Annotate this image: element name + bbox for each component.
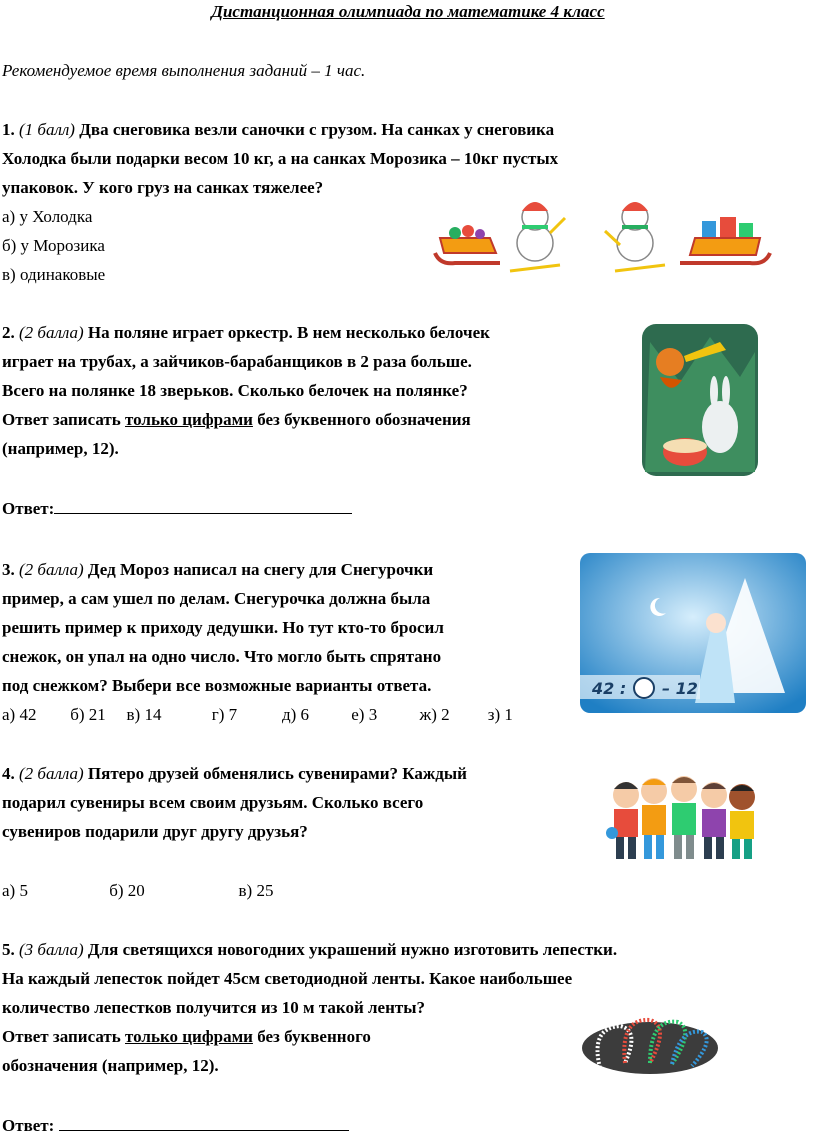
q3-text-2: пример, а сам ушел по делам. Снегурочка должна была: [2, 589, 431, 608]
q1-option-b: б) у Морозика: [2, 236, 105, 255]
q1-option-a: а) у Холодка: [2, 207, 93, 226]
q3-option-f: е) 3: [351, 705, 378, 724]
q1-number: 1.: [2, 120, 15, 139]
q3-line-1: [2, 559, 433, 581]
snowmen-sleds-image: [430, 193, 775, 275]
q5-text-3: количество лепестков получится из 10 м такой ленты?: [2, 998, 426, 1017]
q3-options: [2, 704, 513, 726]
q2-text-3: Всего на полянке 18 зверьков. Сколько белочек на полянке?: [2, 381, 468, 400]
q3-option-g: ж) 2: [419, 705, 450, 724]
q5-instruction: [2, 1026, 371, 1048]
q4-text-2: подарил сувениры всем своим друзьям. Сколько всего: [2, 793, 424, 812]
q5-answer[interactable]: [2, 1114, 349, 1137]
q2-text-1: На поляне играет оркестр. В нем несколько белочек: [87, 323, 490, 342]
q3-text-5: под снежком? Выбери все возможные варианты ответа.: [2, 676, 432, 695]
q5-instr-c: обозначения (например, 12).: [2, 1056, 219, 1075]
q2-instr-b: без буквенного обозначения: [252, 410, 471, 429]
q4-line-1: [2, 763, 467, 785]
q2-answer-line[interactable]: [54, 497, 352, 514]
q2-instr-c: (например, 12).: [2, 439, 119, 458]
q3-option-h: з) 1: [487, 705, 513, 724]
q5-answer-line[interactable]: [59, 1114, 349, 1131]
q1-option-c: в) одинаковые: [2, 265, 106, 284]
q1-text-3: упаковок. У кого груз на санках тяжелее?: [2, 178, 324, 197]
image-expression-left: 42 :: [592, 679, 627, 698]
q1-text-2: Холодка были подарки весом 10 кг, а на санках Морозика – 10кг пустых: [2, 149, 559, 168]
q2-number: 2.: [2, 323, 15, 342]
document-title: Дистанционная олимпиада по математике 4 класс: [211, 2, 605, 21]
q4-option-a: а) 5: [2, 881, 28, 900]
q4-text-1: Пятеро друзей обменялись сувенирами? Каждый: [87, 764, 467, 783]
q3-points: (2 балла): [19, 560, 84, 579]
q3-number: 3.: [2, 560, 15, 579]
led-petals-image: [580, 1008, 720, 1078]
q2-text-2: играет на трубах, а зайчиков-барабанщиков в 2 раза больше.: [2, 352, 472, 371]
q3-text-3: решить пример к приходу дедушки. Но тут кто-то бросил: [2, 618, 444, 637]
q3-text-4: снежок, он упал на одно число. Что могло быть спрятано: [2, 647, 442, 666]
q4-number: 4.: [2, 764, 15, 783]
q2-answer[interactable]: [2, 497, 352, 520]
q2-instr-a: Ответ записать: [2, 410, 126, 429]
q5-answer-label: Ответ:: [2, 1116, 59, 1135]
q4-option-b: б) 20: [109, 881, 145, 900]
q4-points: (2 балла): [19, 764, 84, 783]
q2-line-1: [2, 322, 490, 344]
q2-instr-underlined: только цифрами: [125, 410, 253, 429]
q4-text-3: сувениров подарили друг другу друзья?: [2, 822, 308, 841]
q5-line-1: [2, 939, 617, 961]
q2-instruction: [2, 409, 471, 431]
q5-number: 5.: [2, 940, 15, 959]
q4-options: [2, 880, 273, 902]
q5-text-2: На каждый лепесток пойдет 45см светодиодной ленты. Какое наибольшее: [2, 969, 573, 988]
q1-text-1: Два снеговика везли саночки с грузом. На санках у снеговика: [79, 120, 555, 139]
q3-option-d: г) 7: [211, 705, 238, 724]
friends-image: [604, 773, 764, 865]
snow-maiden-image: [580, 553, 806, 713]
q5-instr-underlined: только цифрами: [125, 1027, 253, 1046]
q1-points: (1 балл): [19, 120, 75, 139]
q5-text-1: Для светящихся новогодних украшений нужно изготовить лепестки.: [87, 940, 618, 959]
q3-option-e: д) 6: [282, 705, 310, 724]
q3-option-a: а) 42: [2, 705, 37, 724]
q2-answer-label: Ответ:: [2, 499, 55, 518]
q3-option-b: б) 21: [70, 705, 106, 724]
image-expression-right: – 12: [662, 679, 698, 698]
recommended-time: Рекомендуемое время выполнения заданий – 1 час.: [2, 61, 366, 80]
q5-points: (3 балла): [19, 940, 84, 959]
q5-instr-b: без буквенного: [252, 1027, 371, 1046]
q5-instr-a: Ответ записать: [2, 1027, 126, 1046]
q4-option-c: в) 25: [238, 881, 274, 900]
q2-points: (2 балла): [19, 323, 84, 342]
q3-text-1: Дед Мороз написал на снегу для Снегурочки: [87, 560, 434, 579]
orchestra-image: [640, 322, 760, 478]
q1-line-1: [2, 119, 554, 141]
q3-option-c: в) 14: [126, 705, 162, 724]
